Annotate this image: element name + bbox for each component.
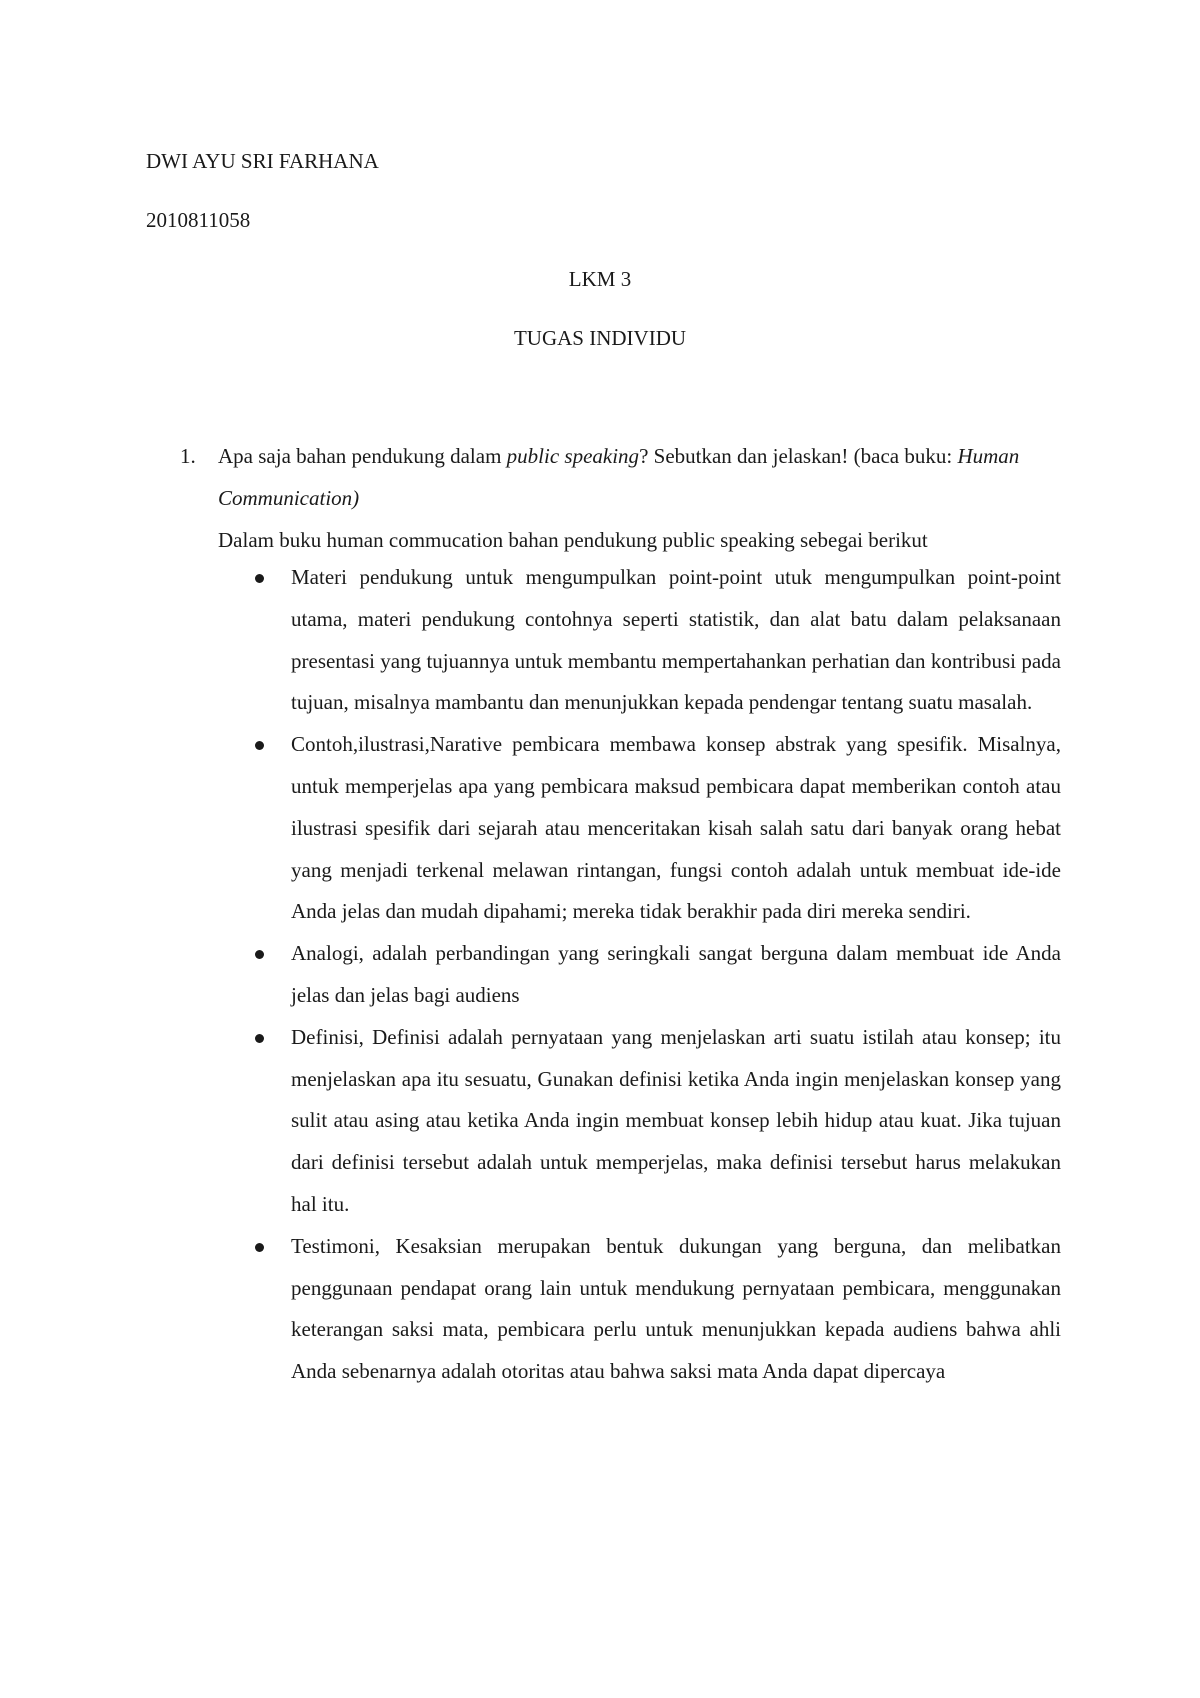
answer-intro: Dalam buku human commucation bahan pendukung public speaking sebegai berikut xyxy=(218,528,928,552)
question-text xyxy=(218,435,1058,519)
bullet-text: Contoh,ilustrasi,Narative pembicara membawa konsep abstrak yang spesifik. Misalnya, untuk memperjelas apa yang pembicara maksud pembicara dapat memberikan contoh atau ilustrasi spesifik dari sejarah atau menceritakan kisah salah satu dari banyak orang hebat yang menjadi terkenal melawan rintangan, fungsi contoh adalah untuk membuat ide-ide Anda jelas dan mudah dipahami; mereka tidak berakhir pada diri mereka sendiri. xyxy=(291,732,1061,924)
bullet-text: Definisi, Definisi adalah pernyataan yang menjelaskan arti suatu istilah atau konsep; itu menjelaskan apa itu sesuatu, Gunakan definisi ketika Anda ingin menjelaskan konsep yang sulit atau asing atau ketika Anda ingin membuat konsep lebih hidup atau kuat. Jika tujuan dari definisi tersebut adalah untuk memperjelas, maka definisi tersebut harus melakukan hal itu. xyxy=(291,1024,1061,1216)
document-title: LKM 3 xyxy=(568,267,632,291)
list-item xyxy=(291,1226,1061,1393)
bullet-text: Analogi, adalah perbandingan yang seringkali sangat berguna dalam membuat ide Anda jelas dan jelas bagi audiens xyxy=(291,941,1061,1007)
bullet-icon xyxy=(255,1034,264,1043)
author-name: DWI AYU SRI FARHANA xyxy=(146,149,379,173)
document-subtitle: TUGAS INDIVIDU xyxy=(513,326,687,350)
question-text-part1: Apa saja bahan pendukung dalam xyxy=(218,444,507,468)
question-text-part2: ? Sebutkan dan jelaskan! (baca buku: xyxy=(639,444,958,468)
question-italic-term: public speaking xyxy=(506,444,640,468)
bullet-icon xyxy=(255,741,264,750)
bullet-text: Materi pendukung untuk mengumpulkan point-point utuk mengumpulkan point-point utama, materi pendukung contohnya seperti statistik, dan alat batu dalam pelaksanaan presentasi yang tujuannya untuk membantu mempertahankan perhatian dan kontribusi pada tujuan, misalnya mambantu dan menunjukkan kepada pendengar tentang suatu masalah. xyxy=(291,565,1061,715)
bullet-icon xyxy=(255,1243,264,1252)
student-id: 2010811058 xyxy=(146,208,251,232)
bullet-icon xyxy=(255,950,264,959)
bullet-text: Testimoni, Kesaksian merupakan bentuk dukungan yang berguna, dan melibatkan penggunaan pendapat orang lain untuk mendukung pernyataan pembicara, menggunakan keterangan saksi mata, pembicara perlu untuk menunjukkan kepada audiens bahwa ahli Anda sebenarnya adalah otoritas atau bahwa saksi mata Anda dapat dipercaya xyxy=(291,1233,1061,1384)
list-item xyxy=(291,933,1061,1017)
question-book-title: Human Communication) xyxy=(218,444,1020,510)
list-item xyxy=(291,557,1061,724)
answer-bullet-list xyxy=(291,557,1061,1393)
bullet-icon xyxy=(255,574,264,583)
question-number: 1. xyxy=(180,444,196,468)
list-item xyxy=(291,1017,1061,1226)
list-item xyxy=(291,724,1061,933)
